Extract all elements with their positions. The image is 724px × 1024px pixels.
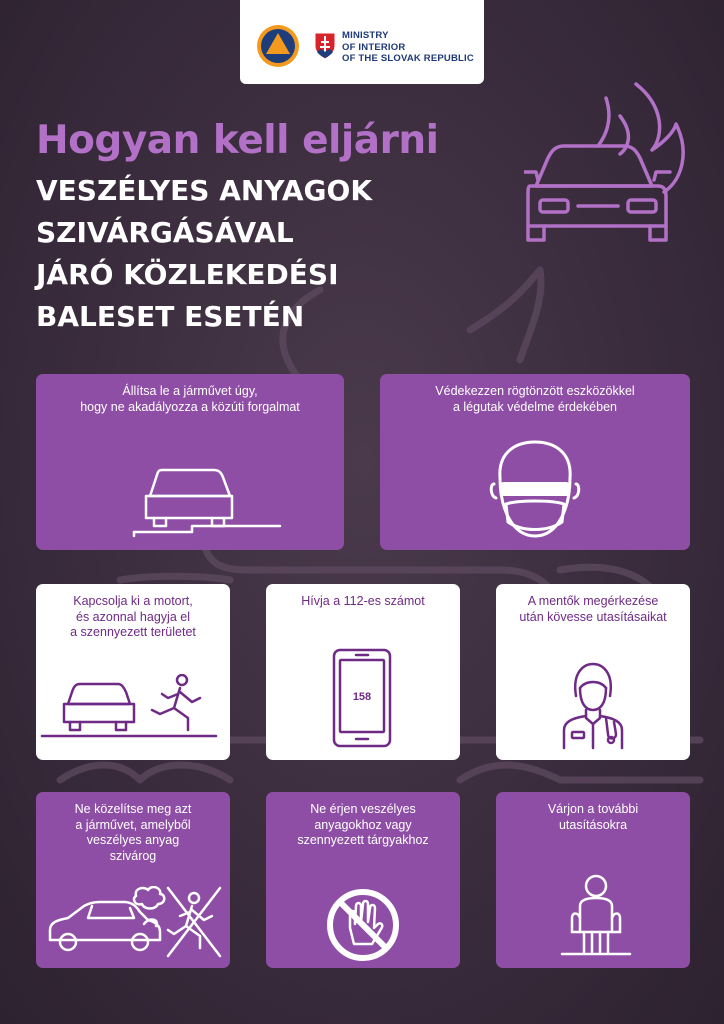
card-text (266, 594, 460, 610)
card-text-line: Állítsa le a járművet úgy, (122, 384, 258, 398)
instruction-card-follow-rescuers (496, 584, 690, 760)
card-text-line: A mentők megérkezése (527, 594, 659, 608)
card-text-line: Várjon a további (547, 802, 639, 816)
card-text-line: és azonnal hagyja el (76, 609, 190, 624)
instruction-card-call-112 (266, 584, 460, 760)
phone-icon (332, 648, 392, 748)
no-touch-icon (326, 888, 400, 962)
page-subtitle (36, 170, 496, 338)
card-text-line: Hívja a 112-es számot (301, 594, 425, 608)
ministry-logo-box (240, 0, 484, 84)
card-text-line: Védekezzen rögtönzött eszközökkel (435, 384, 635, 398)
face-mask-icon (488, 438, 582, 542)
card-text (36, 802, 230, 864)
instruction-card-engine-off-leave (36, 584, 230, 760)
card-text-line: után kövesse utasításaikat (519, 609, 667, 624)
slovak-coat-of-arms-icon (314, 32, 336, 60)
waiting-person-icon (556, 872, 636, 962)
burning-car-icon (524, 76, 688, 258)
card-text-line: veszélyes anyag (86, 833, 180, 847)
subtitle-line: BALESET ESETÉN (36, 300, 305, 333)
ministry-line: MINISTRY (342, 30, 389, 41)
card-text (266, 802, 460, 849)
card-text (496, 594, 690, 625)
ministry-line: OF THE SLOVAK REPUBLIC (342, 53, 474, 64)
ministry-name (342, 30, 482, 65)
card-text-line: Ne érjen veszélyes (310, 802, 416, 816)
card-text (36, 384, 344, 415)
doctor-icon (560, 660, 626, 750)
leaking-car-no-approach-icon (44, 886, 226, 962)
phone-number-label: 158 (352, 691, 372, 703)
civil-protection-logo-icon (256, 24, 300, 68)
parked-car-icon (132, 462, 282, 540)
instruction-card-do-not-touch (266, 792, 460, 968)
card-text-line: Ne közelítse meg azt (74, 802, 192, 816)
subtitle-line: VESZÉLYES ANYAGOK (36, 174, 373, 207)
card-text-line: szennyezett tárgyakhoz (297, 833, 429, 847)
card-text (496, 802, 690, 833)
card-text-line: hogy ne akadályozza a közúti forgalmat (80, 399, 300, 414)
card-text-line: anyagokhoz vagy (314, 817, 412, 832)
instruction-card-do-not-approach (36, 792, 230, 968)
card-text-line: szivárog (109, 848, 157, 863)
card-text-line: a járművet, amelyből (75, 817, 191, 832)
card-text-line: a szennyezett területet (70, 625, 196, 639)
instruction-card-wait-for-instructions (496, 792, 690, 968)
card-text-line: a légutak védelme érdekében (452, 399, 617, 414)
card-text-line: Kapcsolja ki a motort, (73, 594, 193, 608)
card-text (380, 384, 690, 415)
ministry-line: OF INTERIOR (342, 41, 406, 53)
page-title: Hogyan kell eljárni (36, 118, 439, 163)
instruction-card-protect-airways (380, 374, 690, 550)
subtitle-line: JÁRÓ KÖZLEKEDÉSI (36, 258, 339, 291)
card-text-line: utasításokra (558, 817, 628, 832)
subtitle-line: SZIVÁRGÁSÁVAL (36, 216, 294, 249)
running-person-car-icon (40, 674, 224, 742)
card-text (36, 594, 230, 641)
instruction-card-stop-vehicle (36, 374, 344, 550)
